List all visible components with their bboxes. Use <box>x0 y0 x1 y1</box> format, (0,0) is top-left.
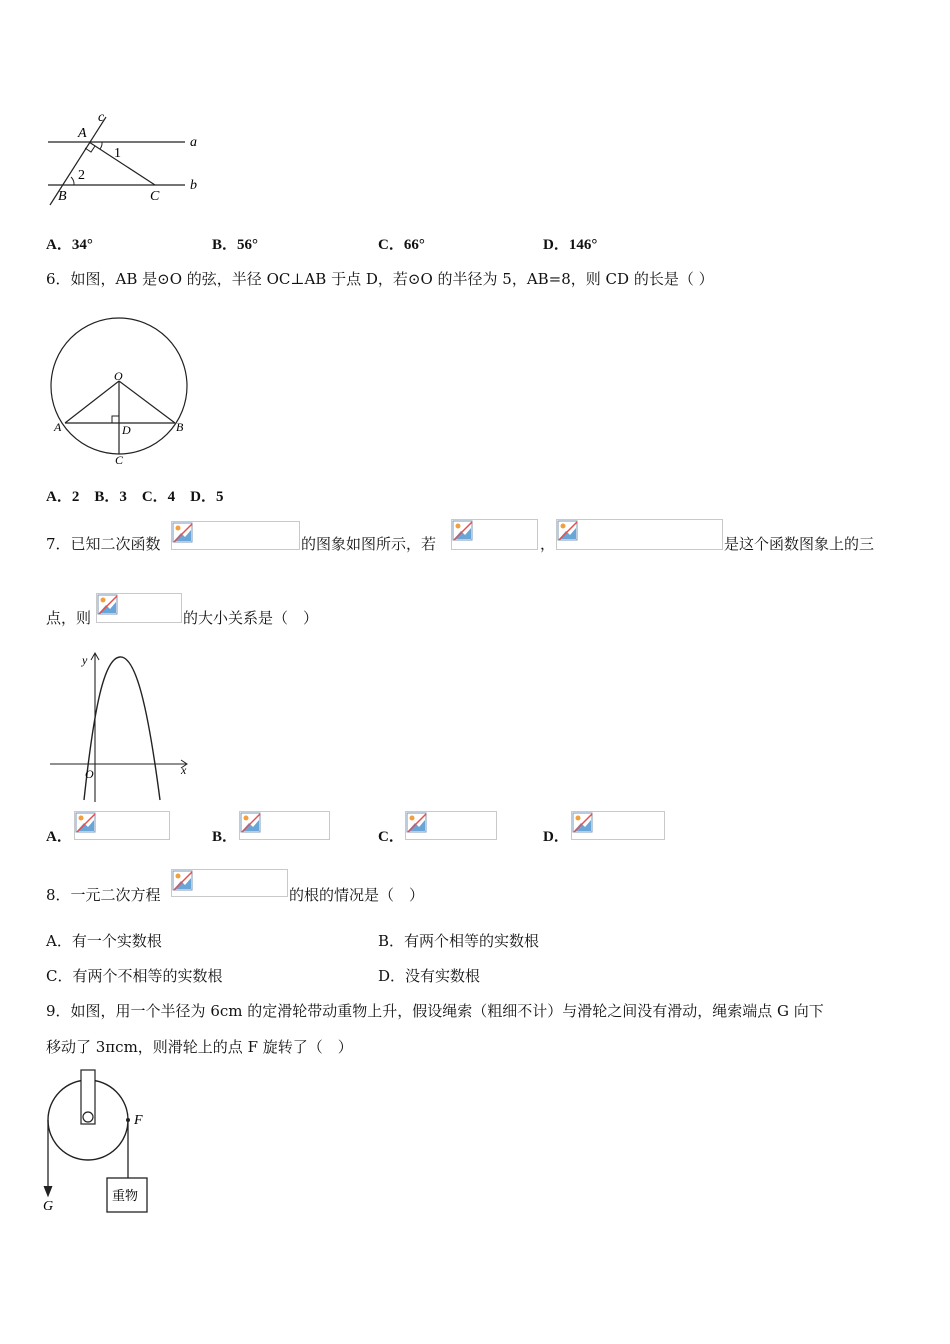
formula-image-placeholder <box>171 869 288 897</box>
label-a: A <box>54 420 62 434</box>
broken-image-icon <box>406 812 428 834</box>
label-b: B <box>176 420 184 434</box>
q9-stem-line1: 9．如图，用一个半径为 6cm 的定滑轮带动重物上升，假设绳索（粗细不计）与滑轮之间没有滑动，绳索端点 G 向下 <box>46 1002 824 1020</box>
segment-ac <box>89 142 155 185</box>
pulley-figure <box>40 1066 156 1221</box>
label-a: a <box>190 135 197 150</box>
point-f <box>126 1118 130 1122</box>
q7-stem-line2-b: 的大小关系是（ ） <box>183 609 319 627</box>
broken-image-icon <box>97 594 119 616</box>
q7-option-d-letter: D． <box>543 829 569 845</box>
q5-option-a: A．34° <box>46 237 93 253</box>
q7-stem-part1: 7．已知二次函数 <box>46 535 161 553</box>
label-c: C <box>115 453 124 467</box>
broken-image-icon <box>452 520 474 542</box>
q8-stem-b: 的根的情况是（ ） <box>289 886 425 904</box>
angle-2-arc <box>71 177 74 185</box>
broken-image-icon <box>75 812 97 834</box>
q7-stem-part3: ， <box>540 535 556 553</box>
label-g: G <box>43 1199 54 1214</box>
q6-stem: 6．如图，AB 是⊙O 的弦，半径 OC⊥AB 于点 D，若⊙O 的半径为 5，AB=8，则 CD 的长是（ ） <box>46 270 714 288</box>
label-angle-1: 1 <box>114 146 121 161</box>
label-x: x <box>181 763 187 777</box>
broken-image-icon <box>172 522 194 544</box>
label-o: O <box>114 369 123 383</box>
q6-options: A．2 B．3 C．4 D．5 <box>46 489 224 505</box>
label-d: D <box>122 423 131 437</box>
q7-option-b-image <box>239 811 330 840</box>
broken-image-icon <box>240 812 262 834</box>
label-point-c: C <box>150 189 160 204</box>
q8-option-c: C．有两个不相等的实数根 <box>46 967 223 985</box>
q8-option-d: D．没有实数根 <box>378 967 481 985</box>
label-point-b: B <box>58 189 67 204</box>
parallel-lines-figure <box>40 105 210 215</box>
arrow-down-icon <box>44 1186 52 1196</box>
parabola-figure <box>48 648 198 806</box>
label-y: y <box>82 653 88 667</box>
q5-option-b: B．56° <box>212 237 259 253</box>
label-origin: O <box>85 767 94 781</box>
formula-image-placeholder <box>171 521 300 550</box>
label-b: b <box>190 178 197 193</box>
weight-label: 重物 <box>112 1188 139 1203</box>
q7-option-a-letter: A． <box>46 829 72 845</box>
q7-stem-part2: 的图象如图所示，若 <box>301 535 437 553</box>
label-f: F <box>134 1113 143 1128</box>
radius-ob <box>119 381 175 423</box>
formula-image-placeholder <box>96 593 182 623</box>
q7-stem-line2-a: 点，则 <box>46 609 92 627</box>
label-c: c <box>98 110 105 125</box>
q7-stem-part4: 是这个函数图象上的三 <box>724 535 875 553</box>
q7-option-a-image <box>74 811 170 840</box>
formula-image-placeholder <box>451 519 538 550</box>
q9-stem-line2: 移动了 3πcm，则滑轮上的点 F 旋转了（ ） <box>46 1038 353 1056</box>
right-angle-mark <box>112 416 119 423</box>
q5-option-c: C．66° <box>378 237 425 253</box>
radius-oa <box>65 381 119 423</box>
q8-option-b: B．有两个相等的实数根 <box>378 932 540 950</box>
broken-image-icon <box>572 812 594 834</box>
angle-1-arc <box>100 142 102 149</box>
q5-option-d: D．146° <box>543 237 598 253</box>
q7-option-b-letter: B． <box>212 829 238 845</box>
q7-option-d-image <box>571 811 665 840</box>
broken-image-icon <box>172 870 194 892</box>
q8-option-a: A．有一个实数根 <box>46 932 162 950</box>
label-angle-2: 2 <box>78 168 85 183</box>
broken-image-icon <box>557 520 579 542</box>
q7-option-c-letter: C． <box>378 829 404 845</box>
circle-chord-figure <box>48 310 194 470</box>
formula-image-placeholder <box>556 519 723 550</box>
q7-option-c-image <box>405 811 497 840</box>
q8-stem-a: 8．一元二次方程 <box>46 886 161 904</box>
label-point-a: A <box>78 126 87 141</box>
